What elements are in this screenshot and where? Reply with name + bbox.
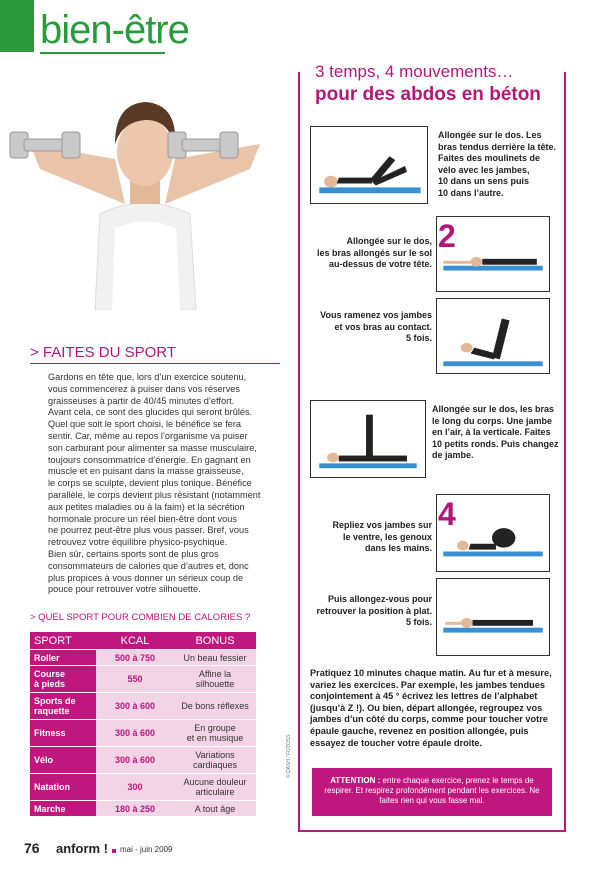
- step-text-4: Repliez vos jambes sur le ventre, les genoux dans les mains.: [332, 520, 432, 553]
- exercise-photo-1: [310, 126, 428, 204]
- exercise-figure-1: [311, 127, 427, 203]
- brand-dot: [112, 849, 116, 853]
- table-row: [30, 666, 256, 692]
- sport-section-heading: > FAITES DU SPORT: [30, 344, 177, 361]
- cell-sport: Vélo: [30, 747, 96, 773]
- conclusion-text: Pratiquez 10 minutes chaque matin. Au fur et à mesure, variez les exercices. Par exemple, les jambes tendues conjointement à 45 ° écrivez les lettres de l’alphabet (jusqu’à Z !). Ou bien, départ allongée, regroupez vos jambes d’un côté du corps, comme pour toucher votre épaule gauche, revenez en position allongée, puis essayez de toucher votre épaule droite.: [310, 668, 552, 748]
- step-text-2b: Vous ramenez vos jambes et vos bras au contact. 5 fois.: [320, 310, 432, 343]
- rubric-underline: [40, 52, 165, 54]
- cell-kcal: 300 à 600: [96, 747, 174, 773]
- cell-bonus: En groupe et en musique: [174, 720, 256, 746]
- cell-bonus: Un beau fessier: [174, 650, 256, 665]
- cell-bonus: A tout âge: [174, 801, 256, 816]
- rubric-color-bar: [0, 0, 34, 52]
- step-number-4: 4: [438, 496, 456, 532]
- step-text-1: Allongée sur le dos. Les bras tendus derrière la tête. Faites des moulinets de vélo avec les jambes, 10 dans un sens puis 10 dans l’autre.: [438, 130, 557, 198]
- cell-kcal: 500 à 750: [96, 650, 174, 665]
- cell-bonus: Affine la silhouette: [174, 666, 256, 692]
- section-rubric: bien-être: [40, 8, 189, 52]
- attention-text: entre chaque exercice, prenez le temps de respirer. Et respirez profondément pendant les exercices. Ne faites rien qui vous fasse mal.: [324, 776, 540, 805]
- step-text-4b: Puis allongez-vous pour retrouver la position à plat. 5 fois.: [316, 594, 432, 627]
- table-row: [30, 801, 256, 816]
- column-header-sport: SPORT: [30, 632, 96, 649]
- article-title-line1: 3 temps, 4 mouvements…: [315, 62, 514, 81]
- sport-section-body: Gardons en tête que, lors d’un exercice soutenu, vous commencerez à puiser dans vos réserves graisseuses à partir de 40/45 minutes d’effort. Avant cela, ce sont des glucides qui seront brûlés. Quel que soit le sport choisi, le bénéfice se fera sentir. Car, même au repos l’organisme va puiser son carburant pour alimenter sa masse musculaire, toujours consommatrice d’énergie. En gagnant en muscle et en puisant dans la masse graisseuse, le corps se sculpte, devient plus tonique. Bénéfice parallèle, le corps devient plus résistant (notamment aux petites maladies ou à la faim) et la sécrétion hormonale procure un réel bien-être dont vous ne pourrez peut-être plus vous passer. Bref, vous retrouvez votre équilibre physico-psychique. Bien sûr, certains sports sont de plus gros consommateurs de calories que d’autres et, donc plus propices à vous donner un sérieux coup de pouce pour retrouver votre silhouette.: [48, 372, 261, 595]
- exercise-photo-3: [310, 400, 426, 478]
- exercise-figure-2b: [437, 299, 549, 373]
- step-text-2: Allongée sur le dos, les bras allongés sur le sol au-dessus de votre tête.: [316, 236, 432, 269]
- sport-heading-rule: [30, 363, 280, 364]
- table-row: [30, 774, 256, 800]
- woman-dumbbells-photo: [0, 64, 290, 310]
- page-number: 76: [24, 840, 40, 856]
- table-header-row: [30, 632, 256, 649]
- attention-box: [312, 768, 552, 816]
- attention-label: ATTENTION :: [330, 776, 381, 785]
- exercise-photo-4b: [436, 578, 550, 656]
- step-text-3: Allongée sur le dos, les bras le long du corps. Une jambe en l’air, à la verticale. Faites 10 petits ronds. Puis changez de jambe.: [432, 404, 559, 460]
- table-row: [30, 720, 256, 746]
- column-header-bonus: BONUS: [174, 632, 256, 649]
- cell-bonus: Variations cardiaques: [174, 747, 256, 773]
- issue-date: mai - juin 2009: [120, 845, 173, 854]
- cell-sport: Sports de raquette: [30, 693, 96, 719]
- cell-kcal: 300 à 600: [96, 720, 174, 746]
- table-row: [30, 747, 256, 773]
- calorie-table-heading: > QUEL SPORT POUR COMBIEN DE CALORIES ?: [30, 612, 251, 623]
- cell-sport: Roller: [30, 650, 96, 665]
- cell-bonus: Aucune douleur articulaire: [174, 774, 256, 800]
- exercise-photo-2b: [436, 298, 550, 374]
- step-number-2: 2: [438, 218, 456, 254]
- cell-sport: Marche: [30, 801, 96, 816]
- cell-kcal: 550: [96, 666, 174, 692]
- magazine-brand: anform !: [56, 841, 108, 856]
- table-row: [30, 693, 256, 719]
- column-header-kcal: KCAL: [96, 632, 174, 649]
- cell-bonus: De bons réflexes: [174, 693, 256, 719]
- exercise-figure-3: [311, 401, 425, 477]
- cell-kcal: 300: [96, 774, 174, 800]
- exercise-figure-4b: [437, 579, 549, 655]
- calorie-table: [30, 631, 256, 817]
- photo-credit: © DASH / FOTOSS: [286, 734, 292, 778]
- cell-sport: Natation: [30, 774, 96, 800]
- article-title-line2: pour des abdos en béton: [315, 84, 541, 105]
- table-row: [30, 650, 256, 665]
- cell-kcal: 300 à 600: [96, 693, 174, 719]
- cell-kcal: 180 à 250: [96, 801, 174, 816]
- cell-sport: Course à pieds: [30, 666, 96, 692]
- cell-sport: Fitness: [30, 720, 96, 746]
